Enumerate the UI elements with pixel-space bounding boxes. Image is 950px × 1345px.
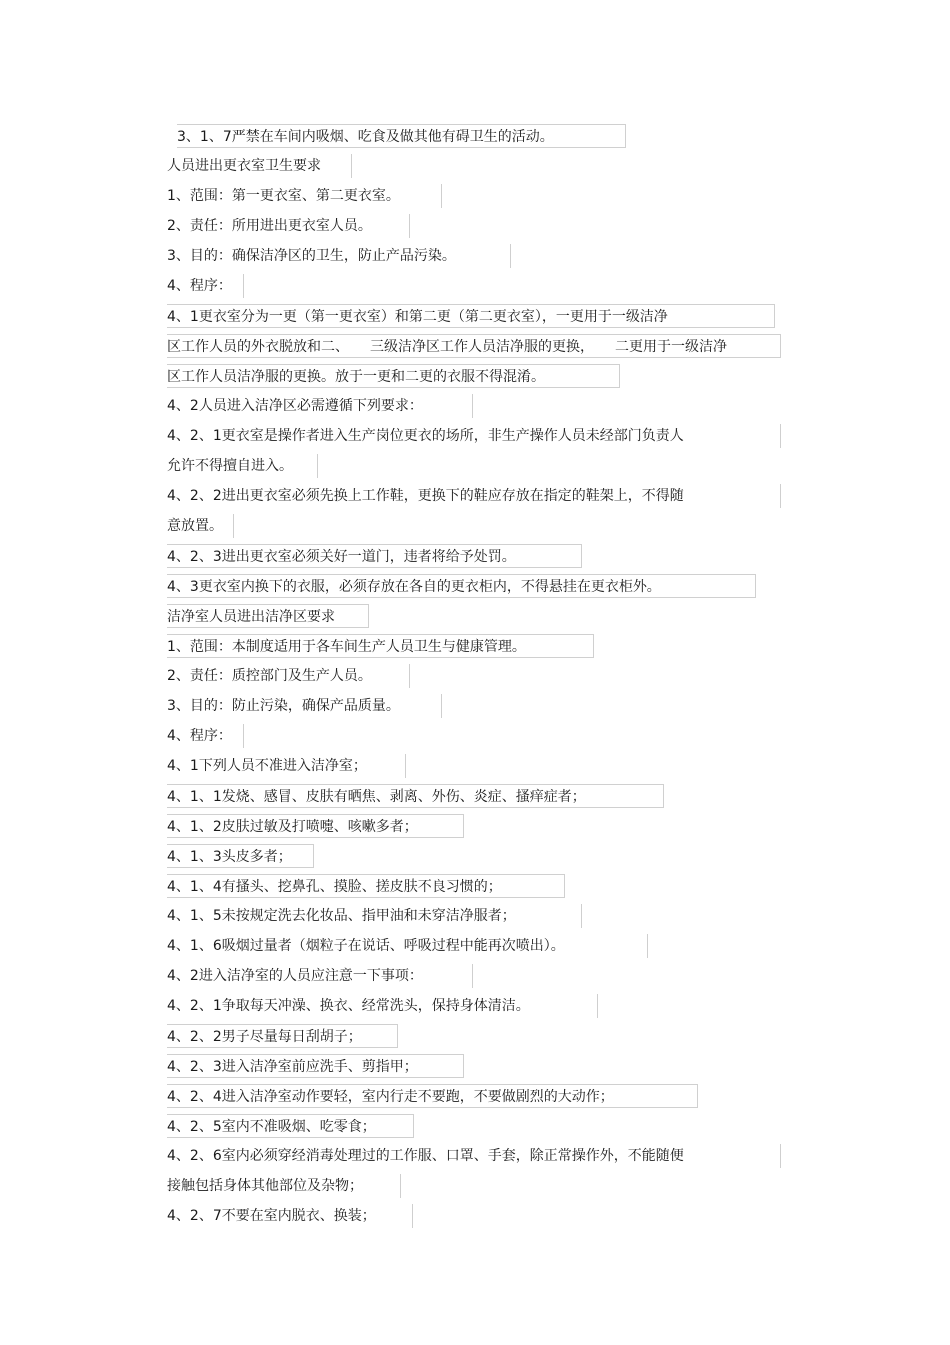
text-line: 4、程序： (167, 274, 244, 298)
text-line: 4、3更衣室内换下的衣服，必须存放在各自的更衣柜内，不得悬挂在更衣柜外。 (167, 574, 756, 598)
text-line: 3、1、7严禁在车间内吸烟、吃食及做其他有碍卫生的活动。 (177, 124, 626, 148)
text-line: 4、1、1发烧、感冒、皮肤有晒焦、剥离、外伤、炎症、搔痒症者； (167, 784, 664, 808)
section-heading: 人员进出更衣室卫生要求 (167, 154, 352, 178)
text-line: 4、2人员进入洁净区必需遵循下列要求： (167, 394, 473, 418)
text-line: 2、责任：质控部门及生产人员。 (167, 664, 410, 688)
text-line: 4、2、5室内不准吸烟、吃零食； (167, 1114, 414, 1138)
text-line: 意放置。 (167, 514, 234, 538)
text-line: 1、范围：第一更衣室、第二更衣室。 (167, 184, 442, 208)
text-line: 1、范围：本制度适用于各车间生产人员卫生与健康管理。 (167, 634, 594, 658)
text-line: 4、1、5未按规定洗去化妆品、指甲油和未穿洁净服者； (167, 904, 582, 928)
text-line: 区工作人员洁净服的更换。放于一更和二更的衣服不得混淆。 (167, 364, 620, 388)
text-line: 4、2、3进入洁净室前应洗手、剪指甲； (167, 1054, 464, 1078)
text-line: 4、2、1更衣室是操作者进入生产岗位更衣的场所，非生产操作人员未经部门负责人 (167, 424, 781, 448)
text-line: 4、2、6室内必须穿经消毒处理过的工作服、口罩、手套，除正常操作外，不能随便 (167, 1144, 781, 1168)
text-line: 接触包括身体其他部位及杂物； (167, 1174, 401, 1198)
text-line: 4、1、4有搔头、挖鼻孔、摸脸、搓皮肤不良习惯的； (167, 874, 565, 898)
text-line: 区工作人员的外衣脱放和二、 三级洁净区工作人员洁净服的更换， 二更用于一级洁净 (167, 334, 781, 358)
text-line: 允许不得擅自进入。 (167, 454, 318, 478)
text-line: 4、2、2进出更衣室必须先换上工作鞋，更换下的鞋应存放在指定的鞋架上，不得随 (167, 484, 781, 508)
text-line: 3、目的：防止污染，确保产品质量。 (167, 694, 442, 718)
text-line: 4、2、1争取每天冲澡、换衣、经常洗头，保持身体清洁。 (167, 994, 598, 1018)
text-line: 4、2、7不要在室内脱衣、换装； (167, 1204, 413, 1228)
text-line: 4、2、4进入洁净室动作要轻，室内行走不要跑，不要做剧烈的大动作； (167, 1084, 698, 1108)
text-line: 4、2进入洁净室的人员应注意一下事项： (167, 964, 473, 988)
text-line: 4、程序： (167, 724, 244, 748)
text-line: 4、1更衣室分为一更（第一更衣室）和第二更（第二更衣室），一更用于一级洁净 (167, 304, 775, 328)
text-line: 3、目的：确保洁净区的卫生，防止产品污染。 (167, 244, 511, 268)
text-line: 4、2、3进出更衣室必须关好一道门，违者将给予处罚。 (167, 544, 582, 568)
text-line: 4、2、2男子尽量每日刮胡子； (167, 1024, 398, 1048)
text-line: 4、1、2皮肤过敏及打喷嚏、咳嗽多者； (167, 814, 464, 838)
section-heading: 洁净室人员进出洁净区要求 (167, 604, 369, 628)
text-line: 4、1、3头皮多者； (167, 844, 314, 868)
text-line: 2、责任：所用进出更衣室人员。 (167, 214, 410, 238)
text-line: 4、1下列人员不准进入洁净室； (167, 754, 406, 778)
text-line: 4、1、6吸烟过量者（烟粒子在说话、呼吸过程中能再次喷出）。 (167, 934, 648, 958)
